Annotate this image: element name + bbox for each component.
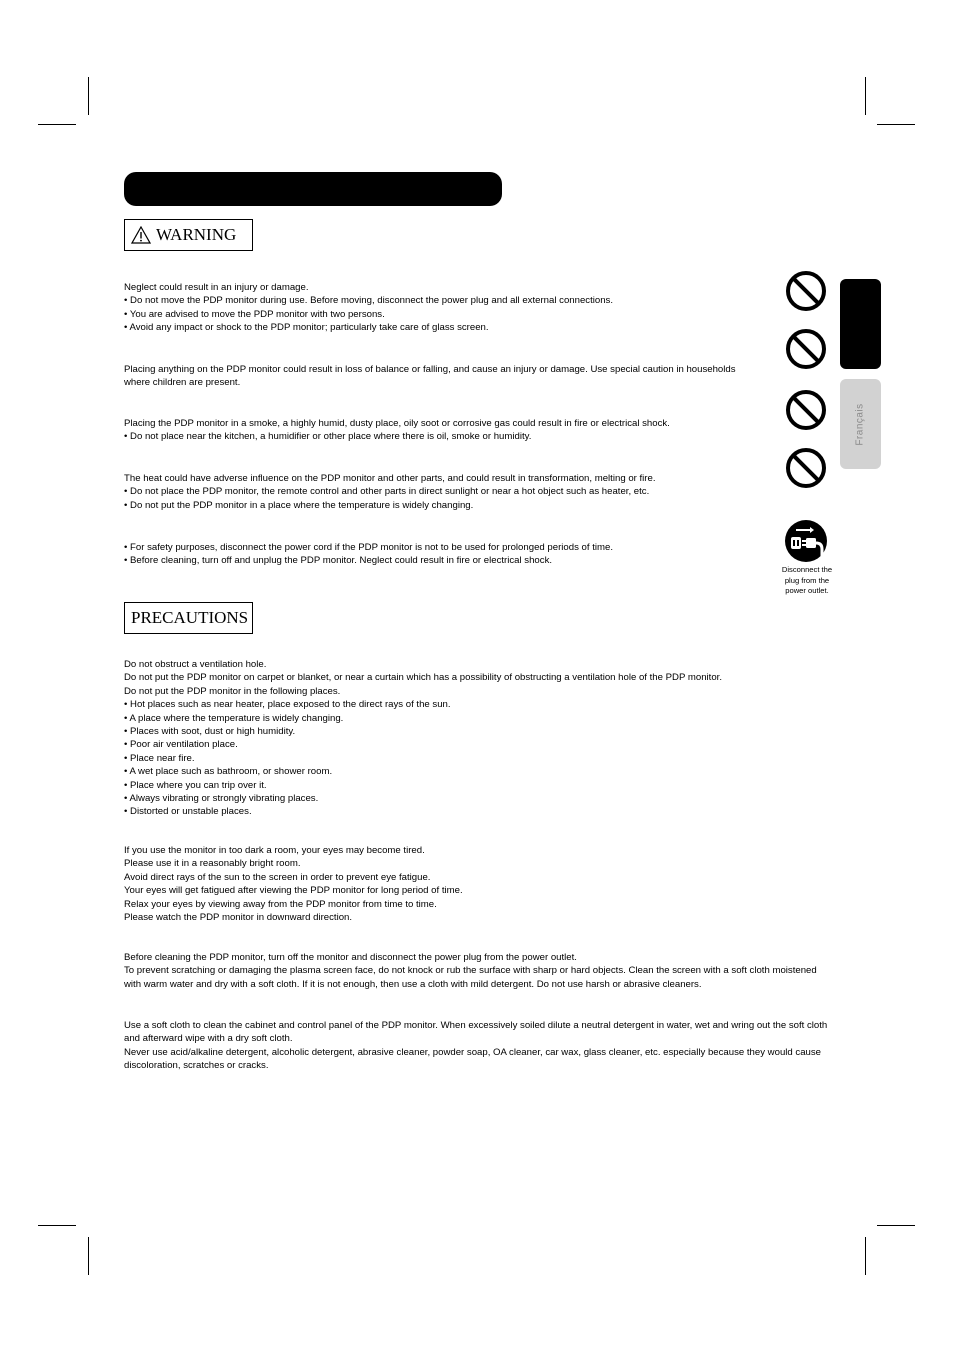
prohibition-icon: [785, 328, 827, 370]
precaution-text-line: • Poor air ventilation place.: [124, 739, 238, 751]
precaution-text-line: • A wet place such as bathroom, or shower room.: [124, 766, 333, 778]
precaution-text-line: • A place where the temperature is widely changing.: [124, 712, 344, 724]
precaution-text-line: Do not obstruct a ventilation hole.: [124, 659, 267, 670]
language-tab-label: Français: [855, 402, 867, 446]
precaution-section-eyes: [124, 844, 463, 924]
precaution-text-line: Avoid direct rays of the sun to the screen in order to prevent eye fatigue.: [124, 871, 431, 883]
warning-text-line: • You are advised to move the PDP monitor with two persons.: [124, 308, 385, 320]
warning-text-line: • For safety purposes, disconnect the power cord if the PDP monitor is not to be used for prolonged periods of time.: [124, 542, 613, 553]
warning-triangle-icon: [131, 226, 151, 244]
warning-text-line: • Do not move the PDP monitor during use. Before moving, disconnect the power plug and all external connections.: [124, 295, 614, 307]
warning-label: [124, 219, 253, 251]
precaution-text-line: • Distorted or unstable places.: [124, 806, 252, 818]
crop-mark: [88, 77, 89, 115]
precaution-text-line: Do not put the PDP monitor on carpet or blanket, or near a curtain which has a possibility of obstructing a ventilation hole of the PDP monitor.: [124, 672, 722, 684]
precaution-text-line: If you use the monitor in too dark a room, your eyes may become tired.: [124, 845, 425, 856]
language-tab-active[interactable]: [840, 279, 881, 369]
unplug-caption-line: plug from the: [784, 575, 830, 585]
warning-section-placing-objects: [124, 363, 749, 390]
unplug-caption: [772, 565, 842, 597]
crop-mark: [877, 1225, 915, 1226]
precaution-text-line: Your eyes will get fatigued after viewing the PDP monitor for long period of time.: [124, 885, 463, 897]
warning-section-environment: [124, 417, 670, 444]
warning-text-line: The heat could have adverse influence on the PDP monitor and other parts, and could result in transformation, melting or fire.: [124, 473, 656, 484]
crop-mark: [38, 1225, 76, 1226]
precaution-text-line: To prevent scratching or damaging the plasma screen face, do not knock or rub the surface with sharp or hard objects. Clean the screen with a soft cloth moistened with warm water and dry with a soft cloth. If it is not enough, then use a cloth with mild detergent. Do not use harsh or abrasive cleaners.: [124, 965, 817, 990]
precaution-text-line: • Place near fire.: [124, 752, 195, 764]
precaution-section-screen-cleaning: [124, 951, 834, 991]
warning-text-line: • Do not place the PDP monitor, the remote control and other parts in direct sunlight or near a hot object such as heater, etc.: [124, 486, 650, 498]
precaution-text-line: Use a soft cloth to clean the cabinet and control panel of the PDP monitor. When excessively soiled dilute a neutral detergent in water, wet and wring out the soft cloth and afterward wipe with a dry soft cloth.: [124, 1020, 828, 1045]
warning-text-line: Placing anything on the PDP monitor could result in loss of balance or falling, and cause an injury or damage. Use special caution in households where children are present.: [124, 364, 736, 389]
crop-mark: [877, 124, 915, 125]
crop-mark: [865, 77, 866, 115]
warning-section-heat: [124, 472, 656, 512]
precaution-text-line: • Hot places such as near heater, place exposed to the direct rays of the sun.: [124, 699, 451, 711]
precaution-text-line: Never use acid/alkaline detergent, alcoholic detergent, abrasive cleaner, powder soap, OA cleaner, car wax, glass cleaner, etc. especially because they would cause discoloration, scratches or cracks.: [124, 1046, 822, 1072]
precaution-section-ventilation: [124, 658, 722, 819]
precautions-label-text: PRECAUTIONS: [131, 608, 249, 627]
warning-text-line: • Avoid any impact or shock to the PDP monitor; particularly take care of glass screen.: [124, 322, 489, 334]
precaution-section-cabinet-cleaning: [124, 1019, 834, 1073]
crop-mark: [38, 124, 76, 125]
precaution-text-line: • Place where you can trip over it.: [124, 779, 267, 791]
crop-mark: [865, 1237, 866, 1275]
unplug-icon: [784, 519, 828, 563]
warning-text-line: Placing the PDP monitor in a smoke, a highly humid, dusty place, oily soot or corrosive gas could result in fire or electrical shock.: [124, 418, 670, 429]
unplug-caption-line: power outlet.: [785, 586, 829, 595]
precaution-text-line: Please use it in a reasonably bright room.: [124, 858, 301, 870]
warning-text-line: • Do not place near the kitchen, a humidifier or other place where there is oil, smoke or humidity.: [124, 431, 532, 443]
prohibition-icon: [785, 270, 827, 312]
prohibition-icon: [785, 447, 827, 489]
warning-text-line: Neglect could result in an injury or damage.: [124, 282, 309, 293]
precaution-text-line: Relax your eyes by viewing away from the PDP monitor from time to time.: [124, 898, 437, 910]
warning-section-moving: [124, 281, 613, 335]
crop-mark: [88, 1237, 89, 1275]
precaution-text-line: • Always vibrating or strongly vibrating places.: [124, 793, 319, 805]
warning-text-line: • Do not put the PDP monitor in a place where the temperature is widely changing.: [124, 499, 474, 511]
precaution-text-line: Do not put the PDP monitor in the following places.: [124, 685, 341, 697]
prohibition-icon: [785, 389, 827, 431]
precaution-text-line: • Places with soot, dust or high humidity.: [124, 726, 296, 738]
unplug-caption-line: Disconnect the: [781, 565, 833, 574]
warning-text-line: • Before cleaning, turn off and unplug the PDP monitor. Neglect could result in fire or electrical shock.: [124, 555, 553, 567]
precautions-label: [124, 602, 253, 634]
section-title-bar: [124, 172, 502, 206]
language-tab-french[interactable]: [840, 379, 881, 469]
precaution-text-line: Before cleaning the PDP monitor, turn off the monitor and disconnect the power plug from the power outlet.: [124, 952, 577, 963]
warning-section-power: [124, 541, 613, 568]
warning-label-text: WARNING: [156, 225, 237, 244]
precaution-text-line: Please watch the PDP monitor in downward direction.: [124, 912, 353, 924]
